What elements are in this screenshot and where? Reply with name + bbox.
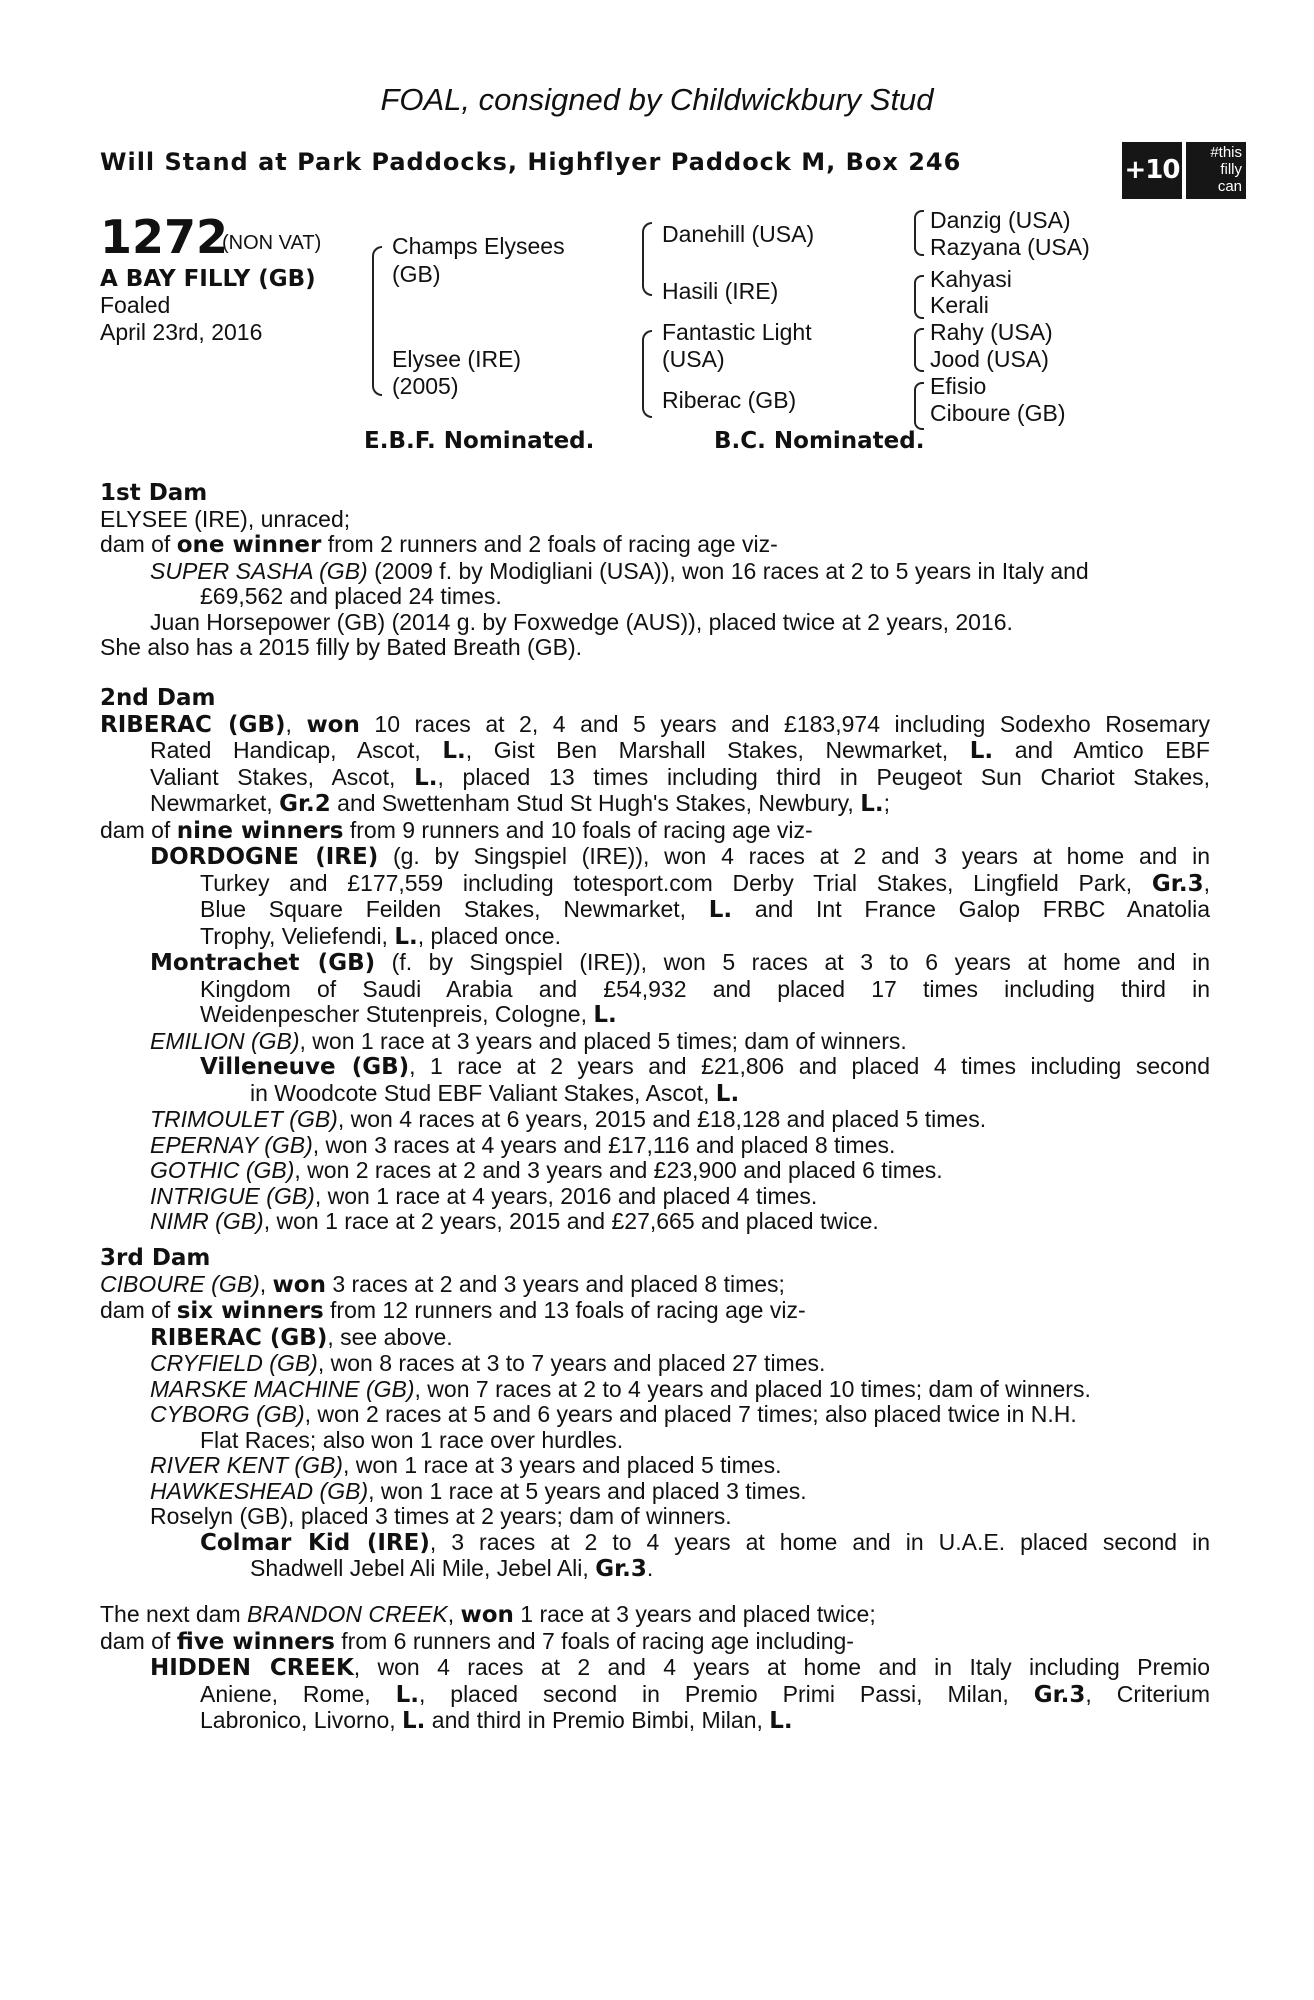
brandon-creek-line: The next dam BRANDON CREEK, won 1 race at 3 years and placed twice; (100, 1601, 876, 1628)
foaled-label: Foaled (100, 292, 171, 318)
ciboure-line: CIBOURE (GB), won 3 races at 2 and 3 years and placed 8 times; (100, 1270, 785, 1298)
colmar-kid-line-2: Shadwell Jebel Ali Mile, Jebel Ali, Gr.3. (250, 1555, 654, 1582)
dordogne-line-1: DORDOGNE (IRE) (g. by Singspiel (IRE)), won 4 races at 2 and 3 years at home and in (150, 843, 1210, 870)
sire-dam: Hasili (IRE) (662, 278, 779, 304)
intrigue-line: INTRIGUE (GB), won 1 race at 4 years, 2016 and placed 4 times. (150, 1182, 818, 1209)
river-kent-line: RIVER KENT (GB), won 1 race at 3 years and placed 5 times. (150, 1452, 782, 1478)
dam-sire-name: Fantastic Light (662, 319, 812, 345)
montrachet-line-2: Kingdom of Saudi Arabia and £54,932 and placed 17 times including third in (200, 975, 1210, 1002)
epernay-line: EPERNAY (GB), won 3 races at 4 years and £17,116 and placed 8 times. (150, 1131, 896, 1158)
second-dam-heading: 2nd Dam (100, 685, 216, 711)
first-dam-also: She also has a 2015 filly by Bated Breath (GB). (100, 634, 582, 660)
hidden-creek-line-3: Labronico, Livorno, L. and third in Premio Bimbi, Milan, L. (200, 1707, 793, 1734)
first-dam-heading: 1st Dam (100, 480, 208, 506)
cyborg-line-1: CYBORG (GB), won 2 races at 5 and 6 years and placed 7 times; also placed twice in N.H. (150, 1401, 1077, 1427)
hash-line-2: filly (1220, 161, 1242, 178)
gen3-brace-2 (914, 275, 924, 319)
runner-super-sasha: SUPER SASHA (GB) (2009 f. by Modigliani (USA)), won 16 races at 2 to 5 years in Italy and (150, 557, 1089, 584)
foaled-date: April 23rd, 2016 (100, 319, 263, 345)
vat-status: (NON VAT) (222, 232, 322, 254)
gen3-danzig: Danzig (USA) (930, 207, 1071, 233)
gothic-line: GOTHIC (GB), won 2 races at 2 and 3 years and £23,900 and placed 6 times. (150, 1157, 943, 1183)
gen3-brace-1 (914, 210, 924, 256)
gen3-ciboure: Ciboure (GB) (930, 400, 1066, 426)
dordogne-line-4: Trophy, Veliefendi, L., placed once. (200, 922, 561, 950)
marske-machine-line: MARSKE MACHINE (GB), won 7 races at 2 to 4 years and placed 10 times; dam of winners. (150, 1375, 1091, 1402)
runner-super-sasha-cont: £69,562 and placed 24 times. (200, 583, 502, 609)
hash-line-1: #this (1210, 144, 1242, 161)
gen3-razyana: Razyana (USA) (930, 234, 1090, 260)
this-filly-can-badge-icon (1186, 142, 1246, 199)
sire-line-brace (642, 222, 652, 296)
dordogne-line-3: Blue Square Feilden Stakes, Newmarket, L. and Int France Galop FRBC Anatolia (200, 896, 1211, 923)
hash-line-3: can (1217, 178, 1242, 195)
sire-origin: (GB) (392, 261, 441, 287)
roselyn-line: Roselyn (GB), placed 3 times at 2 years; dam of winners. (150, 1503, 732, 1529)
first-dam-produce: dam of one winner from 2 runners and 2 foals of racing age viz- (100, 531, 778, 558)
third-dam-produce: dam of six winners from 12 runners and 13 foals of racing age viz- (100, 1297, 806, 1324)
gen3-kerali: Kerali (930, 292, 989, 318)
lot-name: A BAY FILLY (GB) (100, 266, 316, 292)
generation-1-brace (372, 246, 382, 396)
lot-number: 1272 (100, 210, 229, 264)
stand-location: Will Stand at Park Paddocks, Highflyer Paddock M, Box 246 (100, 148, 962, 176)
dam-name: Elysee (IRE) (392, 346, 522, 372)
gen3-jood: Jood (USA) (930, 346, 1049, 372)
third-dam-heading: 3rd Dam (100, 1245, 211, 1271)
catalogue-title: FOAL, consigned by Childwickbury Stud (380, 82, 934, 117)
second-dam-produce: dam of nine winners from 9 runners and 10 foals of racing age viz- (100, 816, 813, 844)
dordogne-line-2: Turkey and £177,559 including totesport.com Derby Trial Stakes, Lingfield Park, Gr.3, (200, 869, 1210, 897)
cryfield-line: CRYFIELD (GB), won 8 races at 3 to 7 years and placed 27 times. (150, 1350, 826, 1376)
montrachet-line-3: Weidenpescher Stutenpreis, Cologne, L. (200, 1001, 617, 1028)
next-dam-section (100, 1602, 1210, 1735)
first-dam-section (100, 481, 1210, 661)
hidden-creek-line-1: HIDDEN CREEK, won 4 races at 2 and 4 years at home and in Italy including Premio (150, 1654, 1210, 1681)
third-dam-section (100, 1246, 1210, 1583)
sire-name: Champs Elysees (392, 233, 565, 259)
dam-line-brace (642, 330, 652, 418)
hawkeshead-line: HAWKESHEAD (GB), won 1 race at 5 years and placed 3 times. (150, 1477, 807, 1504)
plus-ten-label: +10 (1124, 155, 1180, 185)
trimoulet-line: TRIMOULET (GB), won 4 races at 6 years, 2015 and £18,128 and placed 5 times. (150, 1106, 987, 1132)
gen3-brace-4 (914, 382, 924, 430)
riberac-line-2: Rated Handicap, Ascot, L., Gist Ben Marshall Stakes, Newmarket, L. and Amtico EBF (150, 737, 1210, 764)
villeneuve-line-2: in Woodcote Stud EBF Valiant Stakes, Ascot, L. (250, 1079, 740, 1107)
villeneuve-line-1: Villeneuve (GB), 1 race at 2 years and £21,806 and placed 4 times including second (200, 1053, 1210, 1080)
next-dam-produce: dam of five winners from 6 runners and 7 foals of racing age including- (100, 1627, 854, 1655)
dam-year: (2005) (392, 373, 459, 399)
riberac-ref-line: RIBERAC (GB), see above. (150, 1323, 453, 1351)
sire-sire: Danehill (USA) (662, 221, 815, 247)
runner-juan-horsepower: Juan Horsepower (GB) (2014 g. by Foxwedge (AUS)), placed twice at 2 years, 2016. (150, 608, 1013, 635)
hidden-creek-line-2: Aniene, Rome, L., placed second in Premio Primi Passi, Milan, Gr.3, Criterium (200, 1680, 1211, 1708)
emilion-line: EMILION (GB), won 1 race at 3 years and placed 5 times; dam of winners. (150, 1027, 907, 1054)
plus-ten-badge-icon (1122, 142, 1182, 199)
riberac-line-1: RIBERAC (GB), won 10 races at 2, 4 and 5 years and £183,974 including Sodexho Rosemary (100, 710, 1211, 738)
montrachet-line-1: Montrachet (GB) (f. by Singspiel (IRE)), won 5 races at 3 to 6 years at home and in (150, 949, 1210, 976)
gen3-kahyasi: Kahyasi (930, 266, 1012, 292)
nimr-line: NIMR (GB), won 1 race at 2 years, 2015 and £27,665 and placed twice. (150, 1208, 879, 1234)
dam-sire-origin: (USA) (662, 346, 725, 372)
first-dam-line: ELYSEE (IRE), unraced; (100, 505, 351, 532)
second-dam-section (100, 686, 1210, 1235)
gen3-efisio: Efisio (930, 373, 987, 399)
gen3-brace-3 (914, 328, 924, 372)
dam-dam: Riberac (GB) (662, 387, 797, 413)
riberac-line-3: Valiant Stakes, Ascot, L., placed 13 times including third in Peugeot Sun Chariot Stakes, (150, 763, 1211, 791)
ebf-nomination: E.B.F. Nominated. (364, 428, 595, 454)
cyborg-line-2: Flat Races; also won 1 race over hurdles. (200, 1426, 624, 1453)
bc-nomination: B.C. Nominated. (714, 428, 925, 454)
colmar-kid-line-1: Colmar Kid (IRE), 3 races at 2 to 4 years at home and in U.A.E. placed second in (200, 1528, 1210, 1556)
gen3-rahy: Rahy (USA) (930, 319, 1053, 345)
riberac-line-4: Newmarket, Gr.2 and Swettenham Stud St Hugh's Stakes, Newbury, L.; (150, 790, 890, 817)
